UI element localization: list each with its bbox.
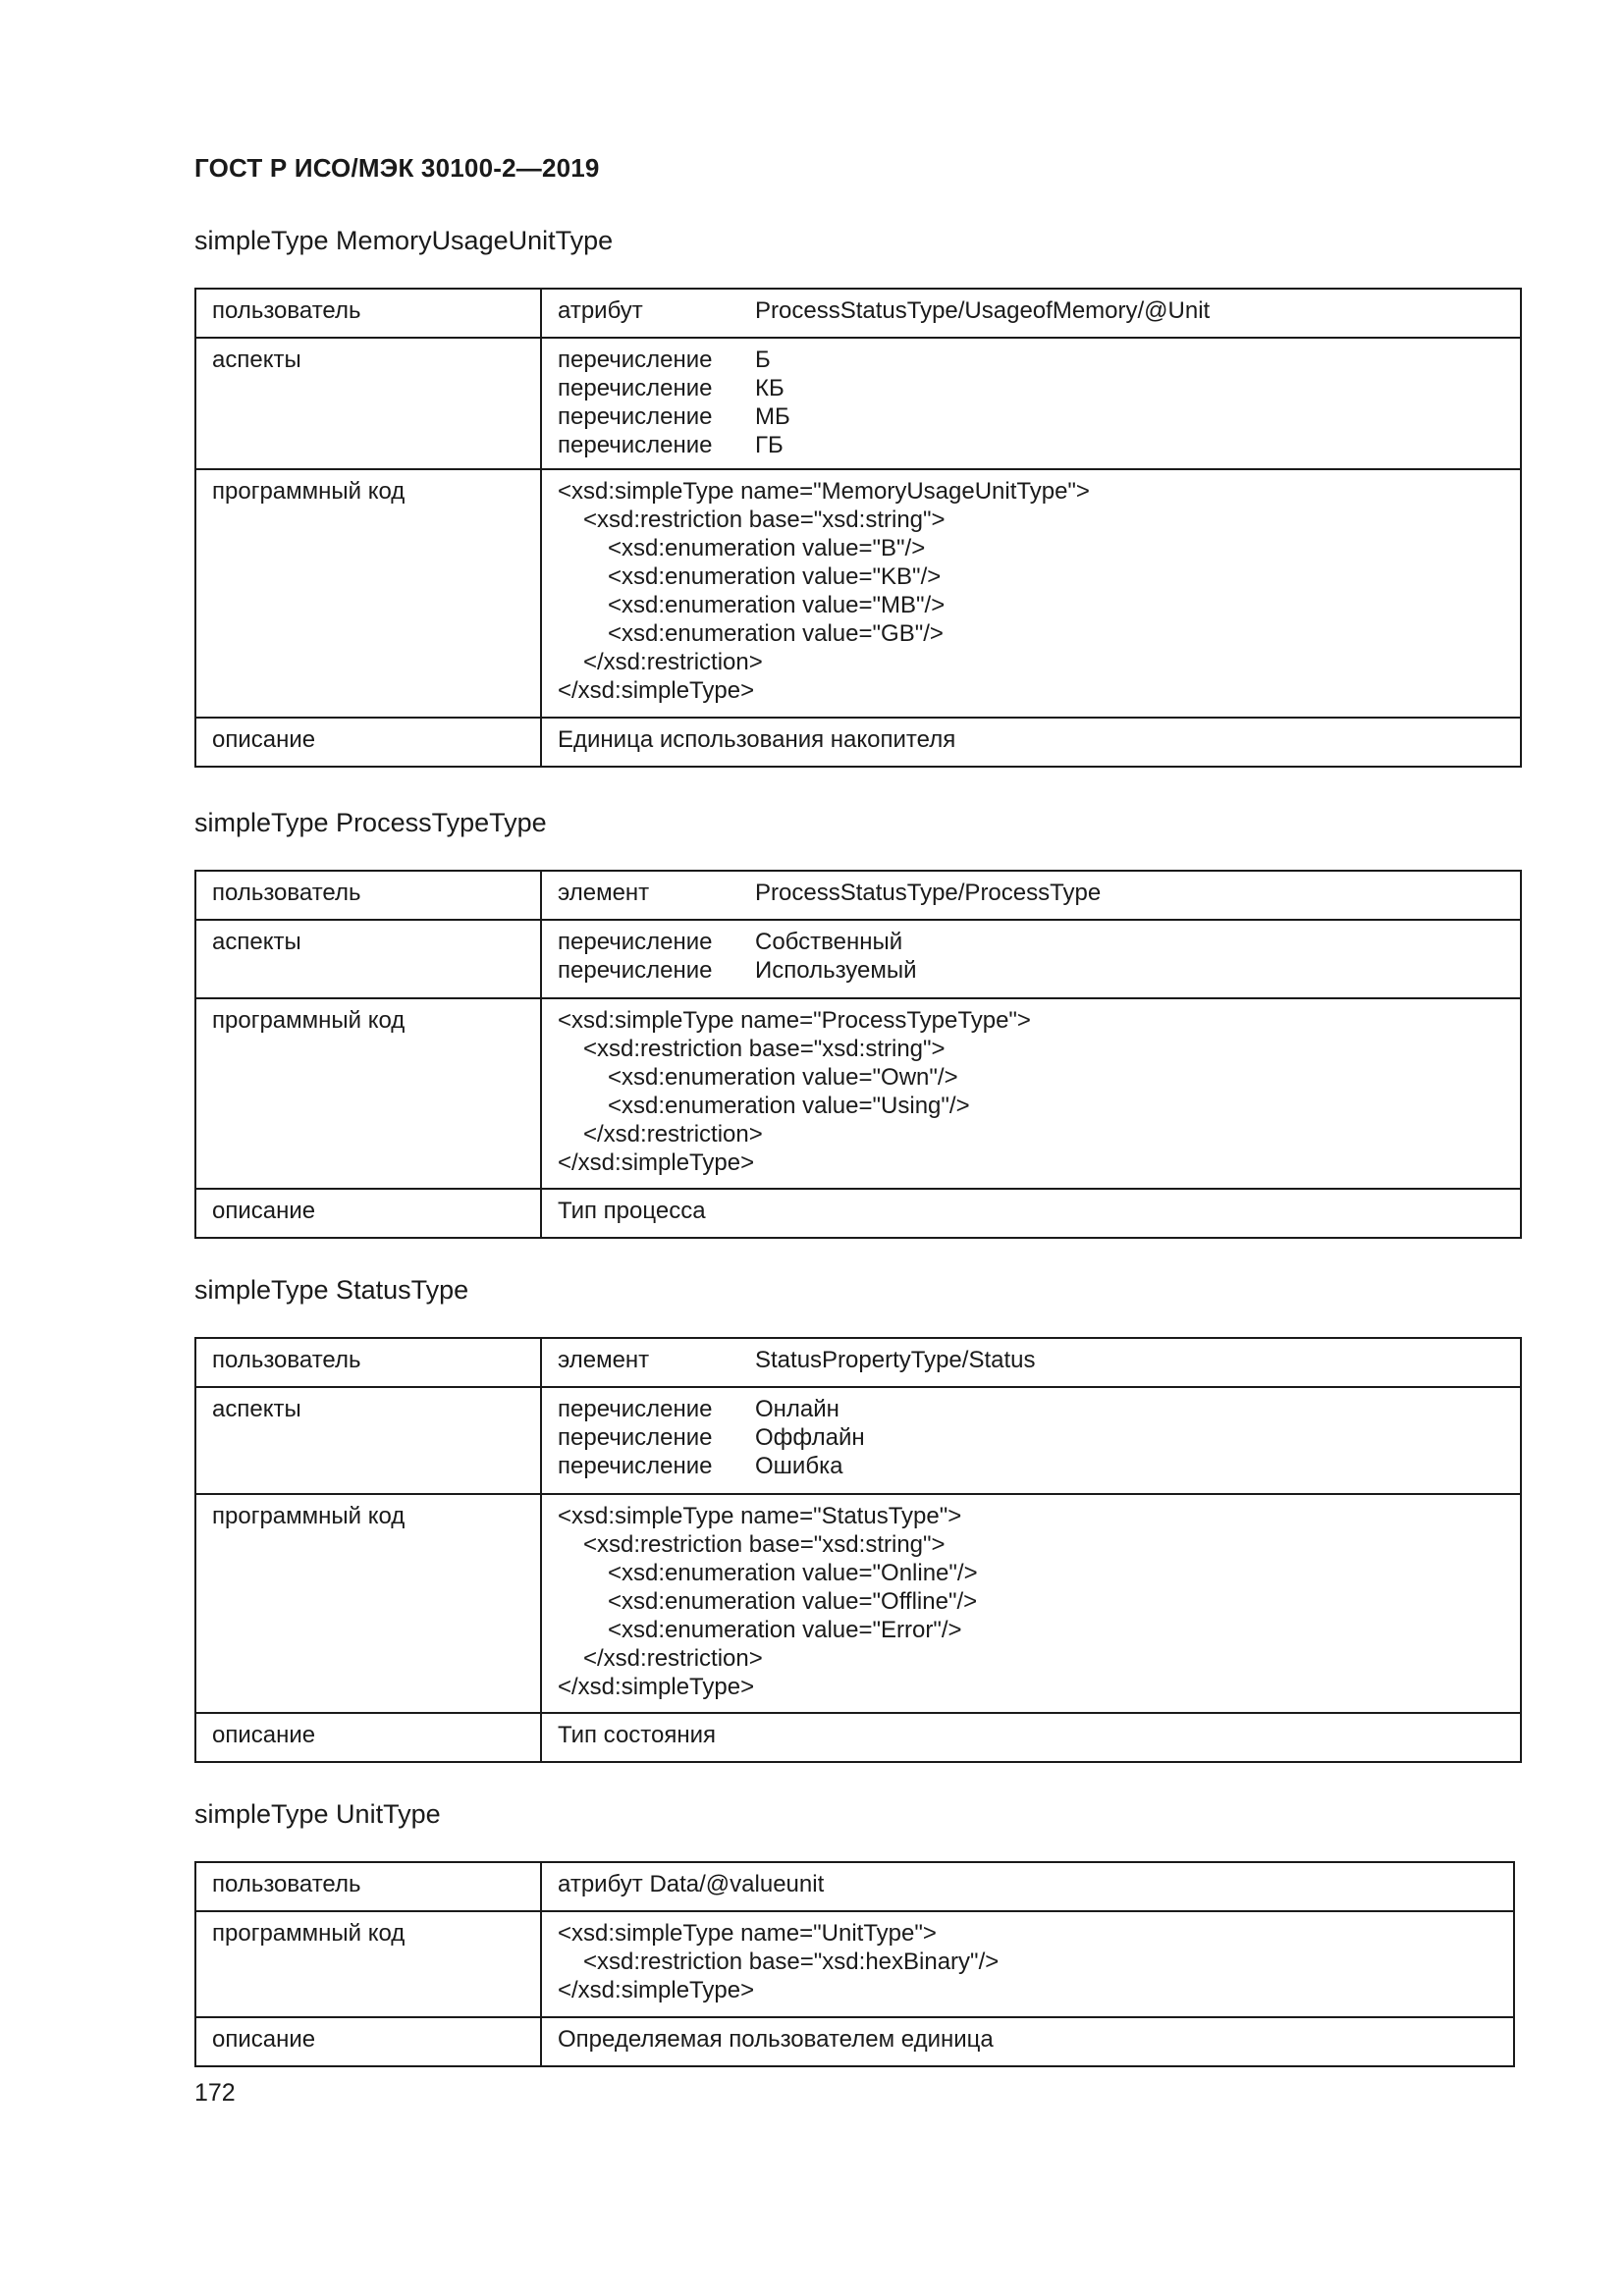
description-cell: Тип процесса: [541, 1189, 1521, 1238]
label-description: описание: [195, 1189, 541, 1238]
usage-path: ProcessStatusType/UsageofMemory/@Unit: [755, 297, 1211, 324]
usage-kind: элемент: [558, 880, 650, 906]
code-line: </xsd:simpleType>: [558, 677, 755, 704]
usage-path: ProcessStatusType/ProcessType: [755, 880, 1102, 906]
label-code: программный код: [195, 1494, 541, 1713]
code-line: <xsd:simpleType name="StatusType">: [558, 1503, 962, 1529]
label-description: описание: [195, 1713, 541, 1762]
page-number: 172: [194, 2079, 236, 2107]
facets-cell: [541, 338, 1521, 469]
code-line: <xsd:enumeration value="Own"/>: [608, 1064, 958, 1091]
facet-key: перечисление: [558, 929, 713, 955]
code-line: <xsd:enumeration value="Offline"/>: [608, 1588, 978, 1615]
usage-cell: [541, 1338, 1521, 1387]
code-line: <xsd:restriction base="xsd:string">: [583, 507, 946, 533]
facets-cell: [541, 1387, 1521, 1494]
usage-kind: атрибут: [558, 297, 643, 324]
facet-key: перечисление: [558, 1396, 713, 1422]
label-code: программный код: [195, 1911, 541, 2017]
code-line: </xsd:simpleType>: [558, 1149, 755, 1176]
code-line: <xsd:enumeration value="Error"/>: [608, 1617, 962, 1643]
facet-key: перечисление: [558, 1424, 713, 1451]
code-line: <xsd:simpleType name="ProcessTypeType">: [558, 1007, 1031, 1034]
section-title: simpleType ProcessTypeType: [194, 808, 547, 837]
facet-key: перечисление: [558, 347, 713, 373]
label-user: пользователь: [195, 1338, 541, 1387]
label-description: описание: [195, 718, 541, 767]
code-line: <xsd:enumeration value="Online"/>: [608, 1560, 978, 1586]
description-cell: Определяемая пользователем единица: [541, 2017, 1514, 2066]
facet-value: КБ: [755, 375, 785, 401]
spec-table: [194, 870, 1522, 1239]
facet-key: перечисление: [558, 957, 713, 984]
code-line: <xsd:enumeration value="GB"/>: [608, 620, 944, 647]
label-user: пользователь: [195, 1862, 541, 1911]
facet-row: [558, 956, 1506, 985]
usage-kind: элемент: [558, 1347, 650, 1373]
code-cell: [541, 1911, 1514, 2017]
code-line: <xsd:simpleType name="MemoryUsageUnitType">: [558, 478, 1090, 505]
code-line: <xsd:enumeration value="Using"/>: [608, 1093, 970, 1119]
label-user: пользователь: [195, 289, 541, 338]
facet-row: [558, 431, 1506, 459]
spec-table: [194, 288, 1522, 768]
facet-row: [558, 402, 1506, 431]
code-cell: [541, 469, 1521, 718]
code-cell: [541, 1494, 1521, 1713]
facet-key: перечисление: [558, 375, 713, 401]
usage-cell: [541, 871, 1521, 920]
label-code: программный код: [195, 998, 541, 1189]
facet-row: [558, 1423, 1506, 1452]
code-line: </xsd:restriction>: [583, 649, 763, 675]
facets-cell: [541, 920, 1521, 998]
label-description: описание: [195, 2017, 541, 2066]
section-title: simpleType StatusType: [194, 1275, 469, 1305]
facet-value: Оффлайн: [755, 1424, 865, 1451]
facet-key: перечисление: [558, 432, 713, 458]
facet-row: [558, 346, 1506, 374]
label-facets: аспекты: [195, 338, 541, 469]
spec-table: [194, 1337, 1522, 1763]
code-cell: [541, 998, 1521, 1189]
usage-path: StatusPropertyType/Status: [755, 1347, 1036, 1373]
code-line: <xsd:enumeration value="MB"/>: [608, 592, 946, 618]
facet-value: МБ: [755, 403, 790, 430]
facet-key: перечисление: [558, 403, 713, 430]
facet-value: Б: [755, 347, 771, 373]
code-line: </xsd:restriction>: [583, 1121, 763, 1148]
code-line: <xsd:enumeration value="B"/>: [608, 535, 926, 561]
label-facets: аспекты: [195, 1387, 541, 1494]
spec-table: [194, 1861, 1515, 2067]
label-code: программный код: [195, 469, 541, 718]
section-title: simpleType MemoryUsageUnitType: [194, 226, 614, 255]
facet-row: [558, 1452, 1506, 1480]
code-line: <xsd:simpleType name="UnitType">: [558, 1920, 937, 1947]
facet-value: Ошибка: [755, 1453, 843, 1479]
facet-row: [558, 1395, 1506, 1423]
code-line: </xsd:simpleType>: [558, 1977, 755, 2003]
code-line: <xsd:restriction base="xsd:string">: [583, 1531, 946, 1558]
label-facets: аспекты: [195, 920, 541, 998]
usage-cell: атрибут Data/@valueunit: [541, 1862, 1514, 1911]
code-line: <xsd:restriction base="xsd:hexBinary"/>: [583, 1949, 1000, 1975]
facet-row: [558, 374, 1506, 402]
document-header: ГОСТ Р ИСО/МЭК 30100-2—2019: [194, 153, 600, 183]
facet-value: Используемый: [755, 957, 917, 984]
facet-row: [558, 928, 1506, 956]
code-line: </xsd:restriction>: [583, 1645, 763, 1672]
facet-value: Собственный: [755, 929, 903, 955]
description-cell: Тип состояния: [541, 1713, 1521, 1762]
code-line: <xsd:enumeration value="KB"/>: [608, 563, 942, 590]
facet-value: Онлайн: [755, 1396, 839, 1422]
facet-key: перечисление: [558, 1453, 713, 1479]
description-cell: Единица использования накопителя: [541, 718, 1521, 767]
code-line: </xsd:simpleType>: [558, 1674, 755, 1700]
facet-value: ГБ: [755, 432, 784, 458]
label-user: пользователь: [195, 871, 541, 920]
section-title: simpleType UnitType: [194, 1799, 441, 1829]
usage-cell: [541, 289, 1521, 338]
code-line: <xsd:restriction base="xsd:string">: [583, 1036, 946, 1062]
